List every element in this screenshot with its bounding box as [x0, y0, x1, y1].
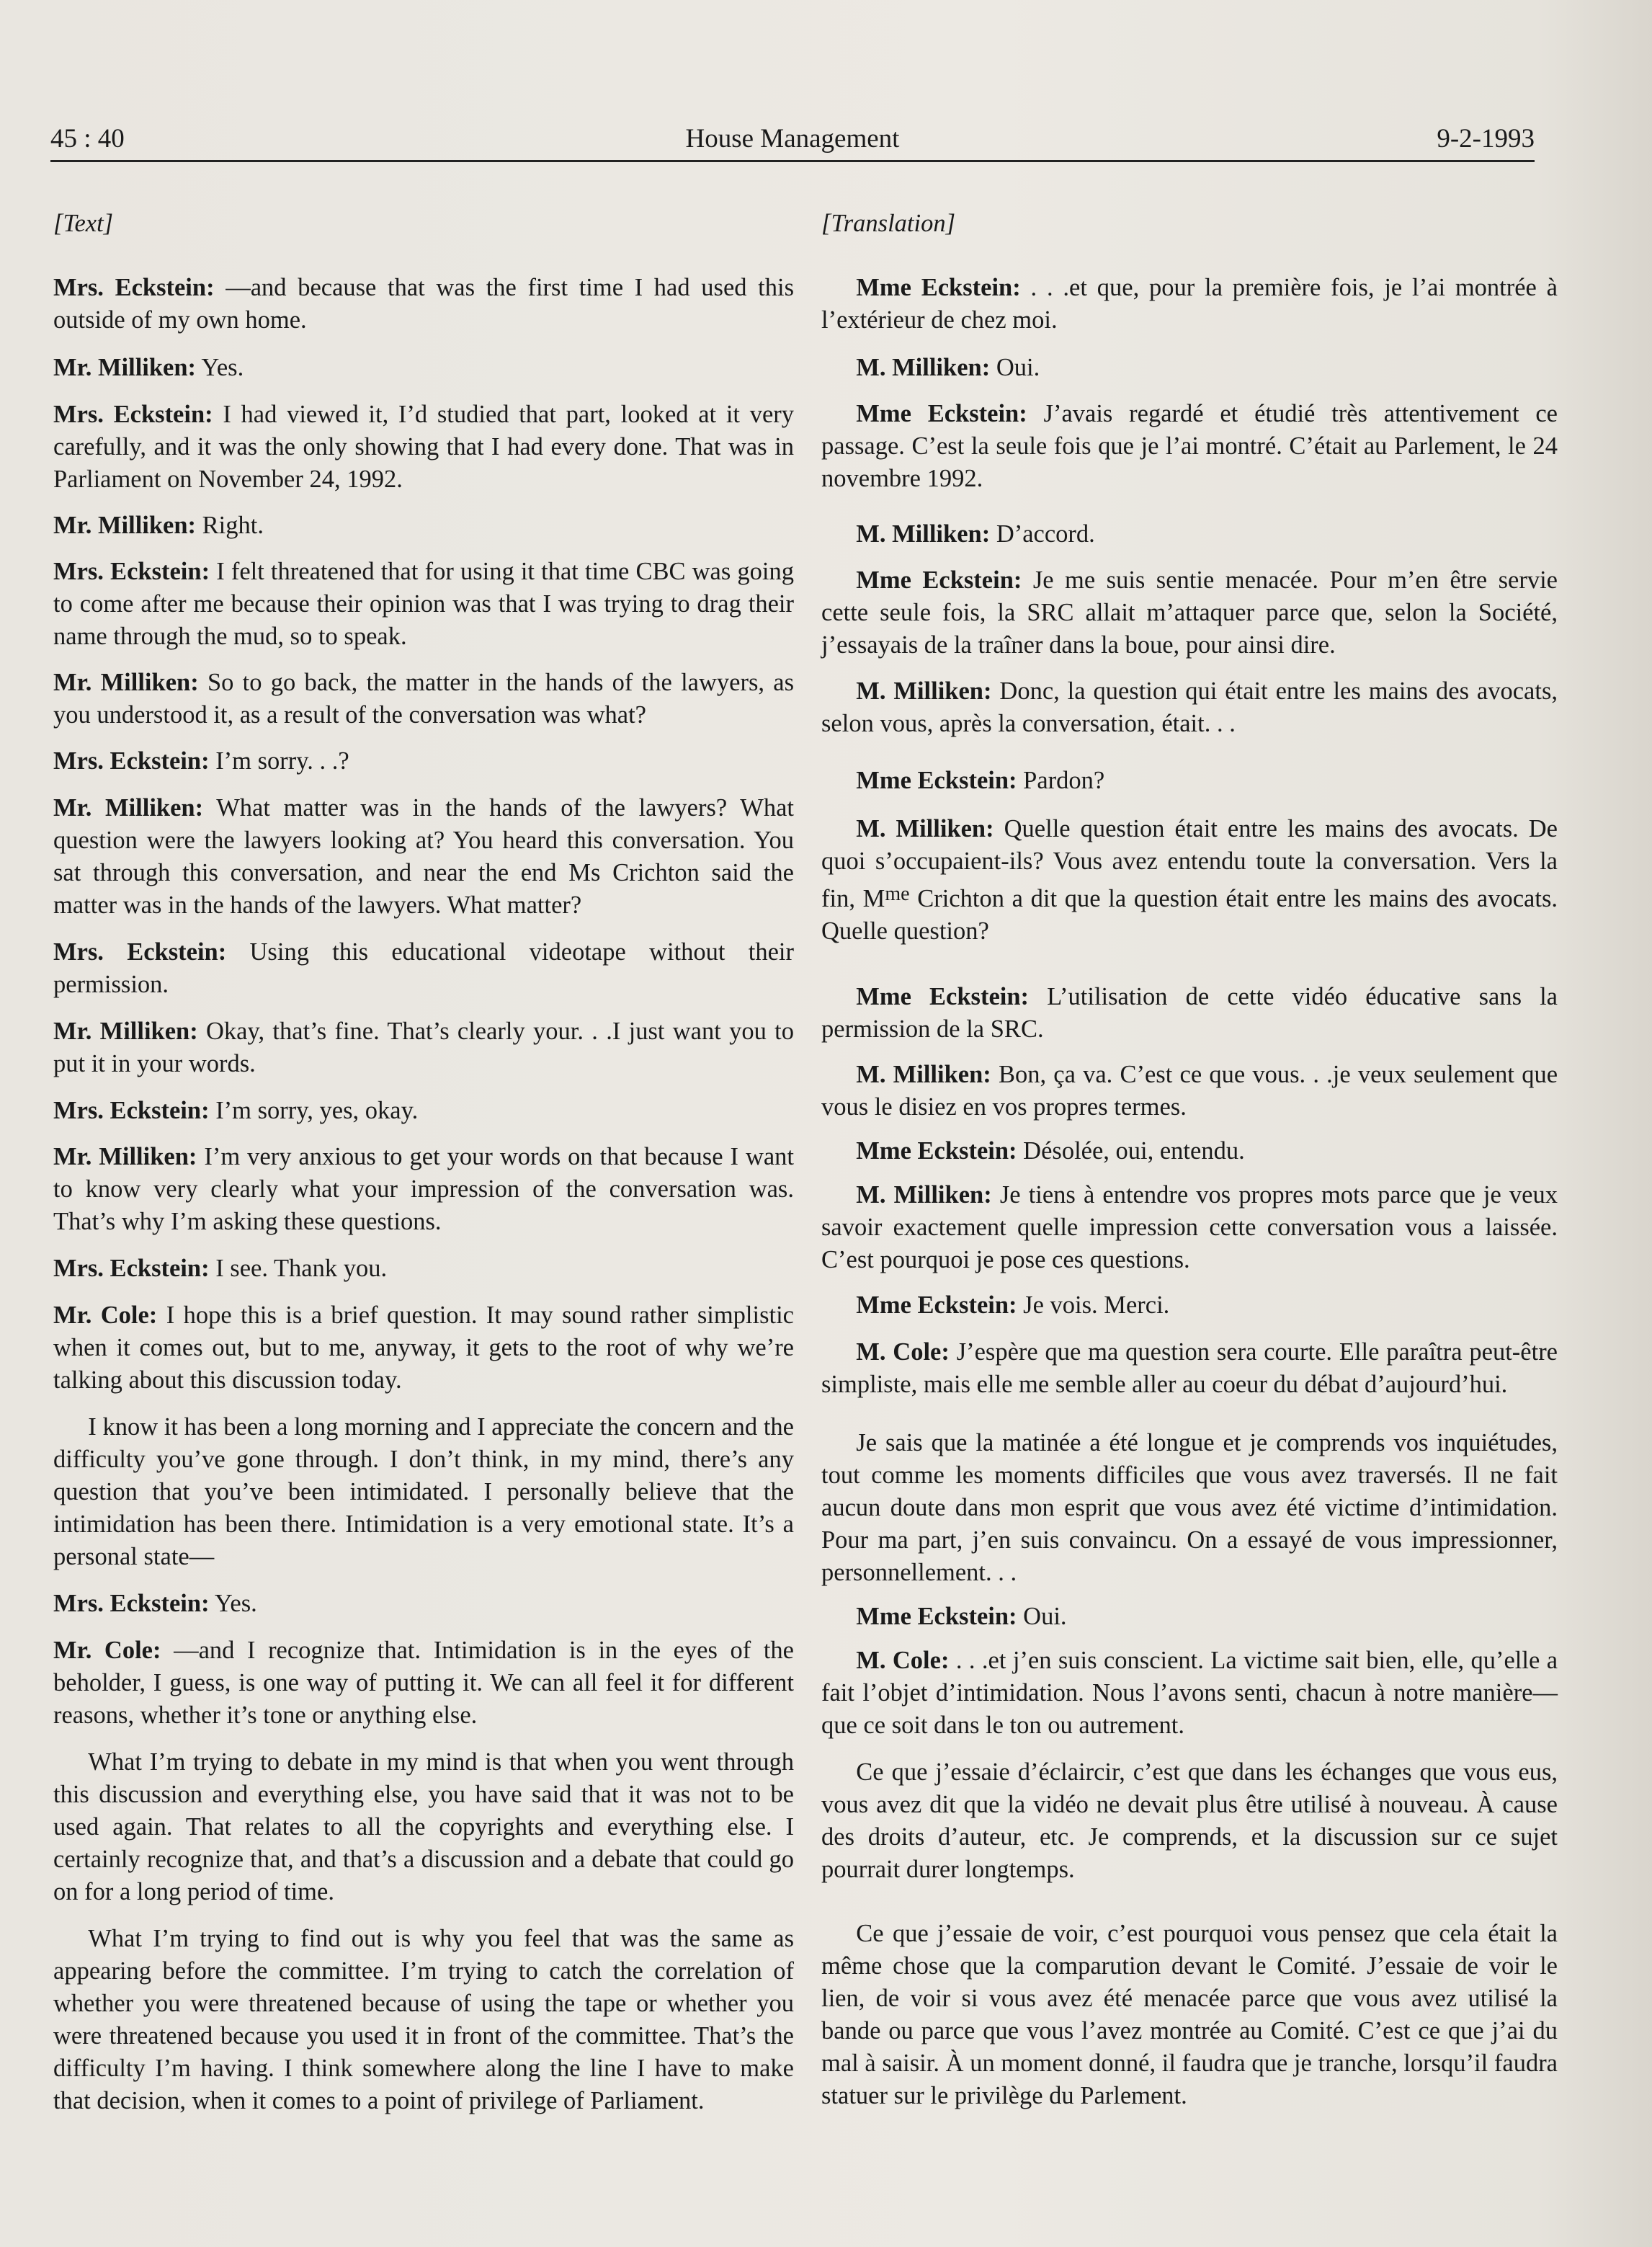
transcript-paragraph: M. Milliken: Je tiens à entendre vos propres mots parce que je veux savoir exactement quelle impression cette conversation vous a laissée. C’est pourquoi je pose ces questions.	[821, 1181, 1558, 1273]
publication-title: House Management	[685, 124, 900, 153]
french-column	[821, 208, 1558, 2112]
page-number: 45 : 40	[50, 124, 125, 153]
header-rule	[50, 160, 1535, 162]
transcript-paragraph: M. Milliken: Bon, ça va. C’est ce que vous. . .je veux seulement que vous le disiez en vos propres termes.	[821, 1061, 1558, 1121]
transcript-paragraph: Mrs. Eckstein: I’m sorry, yes, okay.	[53, 1097, 419, 1124]
transcript-paragraph: Mme Eckstein: . . .et que, pour la première fois, je l’ai montrée à l’extérieur de chez moi.	[821, 274, 1558, 334]
speaker-name: Mrs. Eckstein:	[53, 938, 227, 966]
speaker-name: Mme Eckstein:	[856, 1137, 1017, 1165]
speaker-name: M. Milliken:	[856, 520, 991, 548]
speaker-name: Mr. Milliken:	[53, 1143, 197, 1170]
issue-date: 9-2-1993	[1437, 124, 1535, 153]
transcript-paragraph: M. Cole: J’espère que ma question sera courte. Elle paraîtra peut-être simpliste, mais elle me semble aller au coeur du débat d’aujourd’hui.	[821, 1338, 1558, 1398]
transcript-paragraph: What I’m trying to find out is why you feel that was the same as appearing before the committee. I’m trying to catch the correlation of whether you were threatened because of using the tape or whether you were threatened because you used it in front of the committee. That’s the difficulty I’m having. I think somewhere along the line I have to make that decision, when it comes to a point of privilege of Parliament.	[53, 1925, 794, 2114]
speaker-name: M. Milliken:	[856, 1061, 991, 1088]
speaker-name: Mrs. Eckstein:	[53, 1097, 210, 1124]
transcript-paragraph: Mrs. Eckstein: I’m sorry. . .?	[53, 747, 349, 775]
transcript-paragraph: Mr. Milliken: Right.	[53, 512, 264, 539]
transcript-paragraph: M. Milliken: Quelle question était entre les mains des avocats. De quoi s’occupaient-ils? Vous avez entendu toute la conversation. Vers la fin, $M^{me}$ Crichton a dit que la question était entre les mains des avocats. Quelle question?	[821, 815, 1558, 945]
transcript-paragraph: Mrs. Eckstein: I had viewed it, I’d studied that part, looked at it very carefully, and it was the only showing that I had every done. That was in Parliament on November 24, 1992.	[53, 401, 795, 493]
speaker-name: M. Milliken:	[856, 815, 994, 842]
transcript-paragraph: Mme Eckstein: Désolée, oui, entendu.	[856, 1137, 1245, 1165]
transcript-paragraph: Ce que j’essaie d’éclaircir, c’est que dans les échanges que vous eus, vous avez dit que la vidéo ne devait plus être utilisé à nouveau. À cause des droits d’auteur, etc. Je comprends, et la discussion sur ce sujet pourrait durer longtemps.	[821, 1758, 1558, 1883]
transcript-paragraph: Mme Eckstein: Je me suis sentie menacée. Pour m’en être servie cette seule fois, la SRC allait m’attaquer parce que, selon la Société, j’essayais de la traîner dans la boue, pour ainsi dire.	[821, 566, 1558, 659]
transcript-paragraph: Mr. Milliken: So to go back, the matter in the hands of the lawyers, as you understood it, as a result of the conversation was what?	[53, 669, 794, 729]
speaker-name: Mr. Cole:	[53, 1302, 158, 1329]
transcript-paragraph: Mr. Cole: I hope this is a brief question. It may sound rather simplistic when it comes out, but to me, anyway, it gets to the root of why we’re talking about this discussion today.	[53, 1302, 794, 1394]
speaker-name: Mr. Milliken:	[53, 1018, 198, 1045]
speaker-name: M. Milliken:	[856, 354, 991, 381]
transcript-paragraph: Mr. Milliken: Yes.	[53, 354, 244, 381]
speaker-name: Mme Eckstein:	[856, 274, 1021, 301]
transcript-paragraph: Mrs. Eckstein: I felt threatened that for using it that time CBC was going to come after me because their opinion was that I was trying to drag their name through the mud, so to speak.	[53, 558, 794, 650]
running-header	[50, 117, 1535, 160]
speaker-name: Mr. Milliken:	[53, 354, 197, 381]
speaker-name: M. Cole:	[856, 1647, 950, 1674]
transcript-paragraph: Mr. Cole: —and I recognize that. Intimidation is in the eyes of the beholder, I guess, is one way of putting it. We can all feel it for different reasons, whether it’s tone or anything else.	[53, 1637, 794, 1729]
speaker-name: Mr. Milliken:	[53, 512, 197, 539]
speaker-name: Mrs. Eckstein:	[53, 1590, 210, 1617]
transcript-paragraph: Mme Eckstein: Pardon?	[856, 767, 1105, 794]
transcript-paragraph: Mme Eckstein: L’utilisation de cette vidéo éducative sans la permission de la SRC.	[821, 983, 1558, 1043]
speaker-name: Mme Eckstein:	[856, 1291, 1017, 1319]
speaker-name: M. Cole:	[856, 1338, 950, 1366]
transcript-paragraph: Mr. Milliken: What matter was in the hands of the lawyers? What question were the lawyers looking at? You heard this conversation. You sat through this conversation, and near the end Ms Crichton said the matter was in the hands of the lawyers. What matter?	[53, 794, 794, 919]
transcript-paragraph: Je sais que la matinée a été longue et je comprends vos inquiétudes, tout comme les moments difficiles que vous avez traversés. Il ne fait aucun doute dans mon esprit que vous avez été victime d’intimidation. Pour ma part, j’en suis convaincu. On a essayé de vous impressionner, personnellement. . .	[821, 1429, 1558, 1586]
speaker-name: Mme Eckstein:	[856, 767, 1017, 794]
transcript-paragraph: Mrs. Eckstein: —and because that was the first time I had used this outside of my own home.	[53, 274, 794, 334]
speaker-name: Mr. Milliken:	[53, 794, 204, 822]
speaker-name: Mr. Milliken:	[53, 669, 199, 696]
transcript-paragraph: Ce que j’essaie de voir, c’est pourquoi vous pensez que cela était la même chose que la comparution devant le Comité. J’essaie de voir le lien, de voir si vous avez été menacée parce que vous avez utilisé la bande ou parce que vous l’avez montrée au Comité. C’est ce que j’ai du mal à saisir. À un moment donné, il faudra que je tranche, lorsqu’il faudra statuer sur le privilège du Parlement.	[821, 1920, 1558, 2109]
superscript: me	[885, 883, 910, 905]
speaker-name: Mrs. Eckstein:	[53, 274, 215, 301]
speaker-name: Mrs. Eckstein:	[53, 401, 213, 428]
transcript-paragraph: Mrs. Eckstein: I see. Thank you.	[53, 1255, 388, 1282]
transcript-paragraph: M. Milliken: Oui.	[856, 354, 1040, 381]
speaker-name: Mr. Cole:	[53, 1637, 161, 1664]
speaker-name: Mme Eckstein:	[856, 566, 1022, 594]
speaker-name: Mrs. Eckstein:	[53, 1255, 210, 1282]
transcript-paragraph: Mr. Milliken: I’m very anxious to get your words on that because I want to know very clearly what your impression of the conversation was. That’s why I’m asking these questions.	[53, 1143, 795, 1235]
transcript-paragraph: I know it has been a long morning and I appreciate the concern and the difficulty you’ve gone through. I don’t think, in my mind, there’s any question that you’ve been intimidated. I personally believe that the intimidation has been there. Intimidation is a very emotional state. It’s a personal state—	[53, 1413, 794, 1570]
transcript-paragraph: Mr. Milliken: Okay, that’s fine. That’s clearly your. . .I just want you to put it in your words.	[53, 1018, 794, 1077]
speaker-name: M. Milliken:	[856, 1181, 992, 1209]
transcript-paragraph: M. Cole: . . .et j’en suis conscient. La victime sait bien, elle, qu’elle a fait l’objet d’intimidation. Nous l’avons senti, chacun à notre manière—que ce soit dans le ton ou autrement.	[821, 1647, 1558, 1739]
transcript-paragraph: M. Milliken: Donc, la question qui était entre les mains des avocats, selon vous, après la conversation, était. . .	[821, 677, 1558, 737]
transcript-paragraph: Mme Eckstein: Oui.	[856, 1603, 1067, 1630]
section-label-text: [Text]	[53, 210, 114, 237]
transcript-paragraph: M. Milliken: D’accord.	[856, 520, 1095, 548]
transcript-paragraph: Mrs. Eckstein: Yes.	[53, 1590, 257, 1617]
speaker-name: Mme Eckstein:	[856, 983, 1030, 1010]
english-column	[53, 208, 794, 2117]
speaker-name: Mme Eckstein:	[856, 400, 1027, 427]
speaker-name: Mrs. Eckstein:	[53, 747, 210, 775]
section-label-translation: [Translation]	[821, 210, 956, 237]
speaker-name: Mme Eckstein:	[856, 1603, 1017, 1630]
speaker-name: M. Milliken:	[856, 677, 992, 705]
speaker-name: Mrs. Eckstein:	[53, 558, 210, 585]
transcript-paragraph: What I’m trying to debate in my mind is that when you went through this discussion and everything else, you have said that it was not to be used again. That relates to all the copyrights and everything else. I certainly recognize that, and that’s a discussion and a debate that could go on for a long period of time.	[53, 1748, 794, 1905]
transcript-paragraph: Mme Eckstein: Je vois. Merci.	[856, 1291, 1170, 1319]
transcript-paragraph: Mrs. Eckstein: Using this educational videotape without their permission.	[53, 938, 794, 998]
transcript-paragraph: Mme Eckstein: J’avais regardé et étudié très attentivement ce passage. C’est la seule fois que je l’ai montré. C’était au Parlement, le 24 novembre 1992.	[821, 400, 1558, 492]
